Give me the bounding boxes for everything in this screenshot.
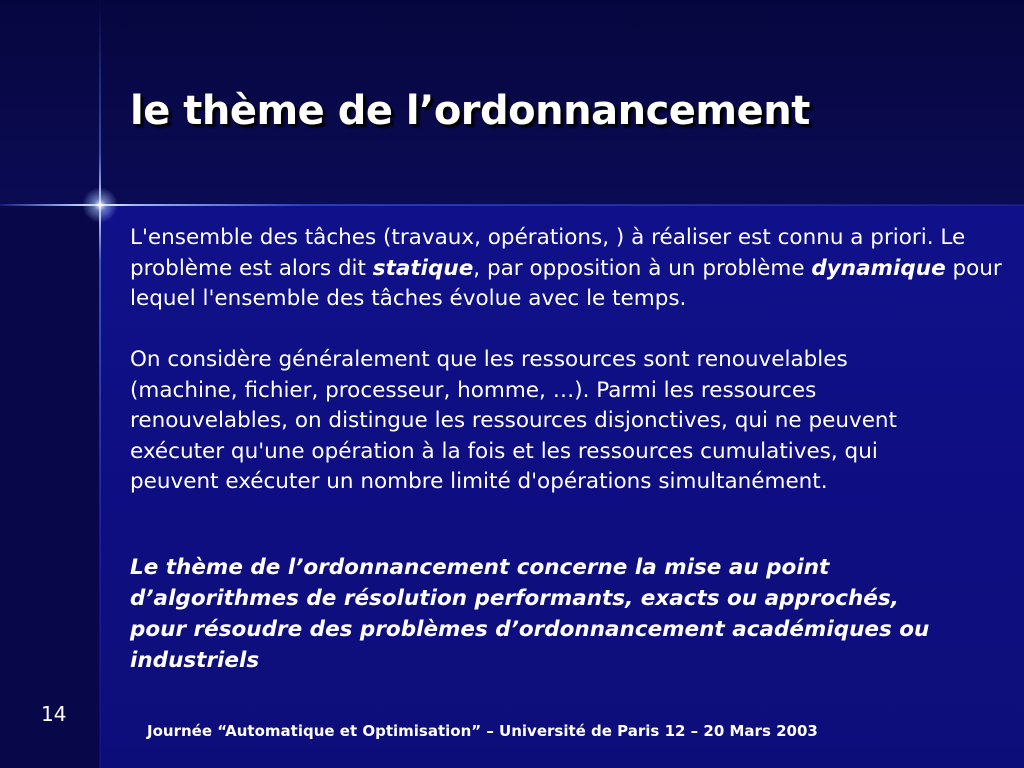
conclusion-paragraph: Le thème de l’ordonnancement concerne la mise au point d’algorithmes de résolution performants, exacts ou approchés, pour résoudre des problèmes d’ordonnancement académiques ou industriels [130,555,930,673]
paragraph-resources: On considère généralement que les ressources sont renouvelables (machine, fichier, processeur, homme, …). Parmi les ressources renouvelables, on distingue les ressources disjonctives, qui ne peuvent exécuter qu'une opération à la fois et les ressources cumulatives, qui peuvent exécuter un nombre limité d'opérations simultanément. [130,347,897,494]
paragraph-static-dynamic [130,223,1015,315]
light-flare-vertical [99,0,101,768]
term-statique: statique [372,255,474,281]
term-dynamique: dynamique [811,255,946,281]
light-flare-horizontal [0,204,1024,206]
paragraph1-part1: L'ensemble des tâches (travaux, opérations, ) à réaliser est connu a priori. Le problème est alors dit [130,225,966,281]
footer-text: Journée “Automatique et Optimisation” – Université de Paris 12 – 20 Mars 2003 [147,722,818,740]
paragraph1-part3: pour lequel l'ensemble des tâches évolue avec le temps. [130,255,1002,311]
slide-title: le thème de l’ordonnancement [130,88,810,134]
paragraph1-part2: , par opposition à un problème [473,255,812,281]
slide-number: 14 [41,702,67,726]
left-band [0,205,100,768]
light-flare-glow [82,187,118,223]
